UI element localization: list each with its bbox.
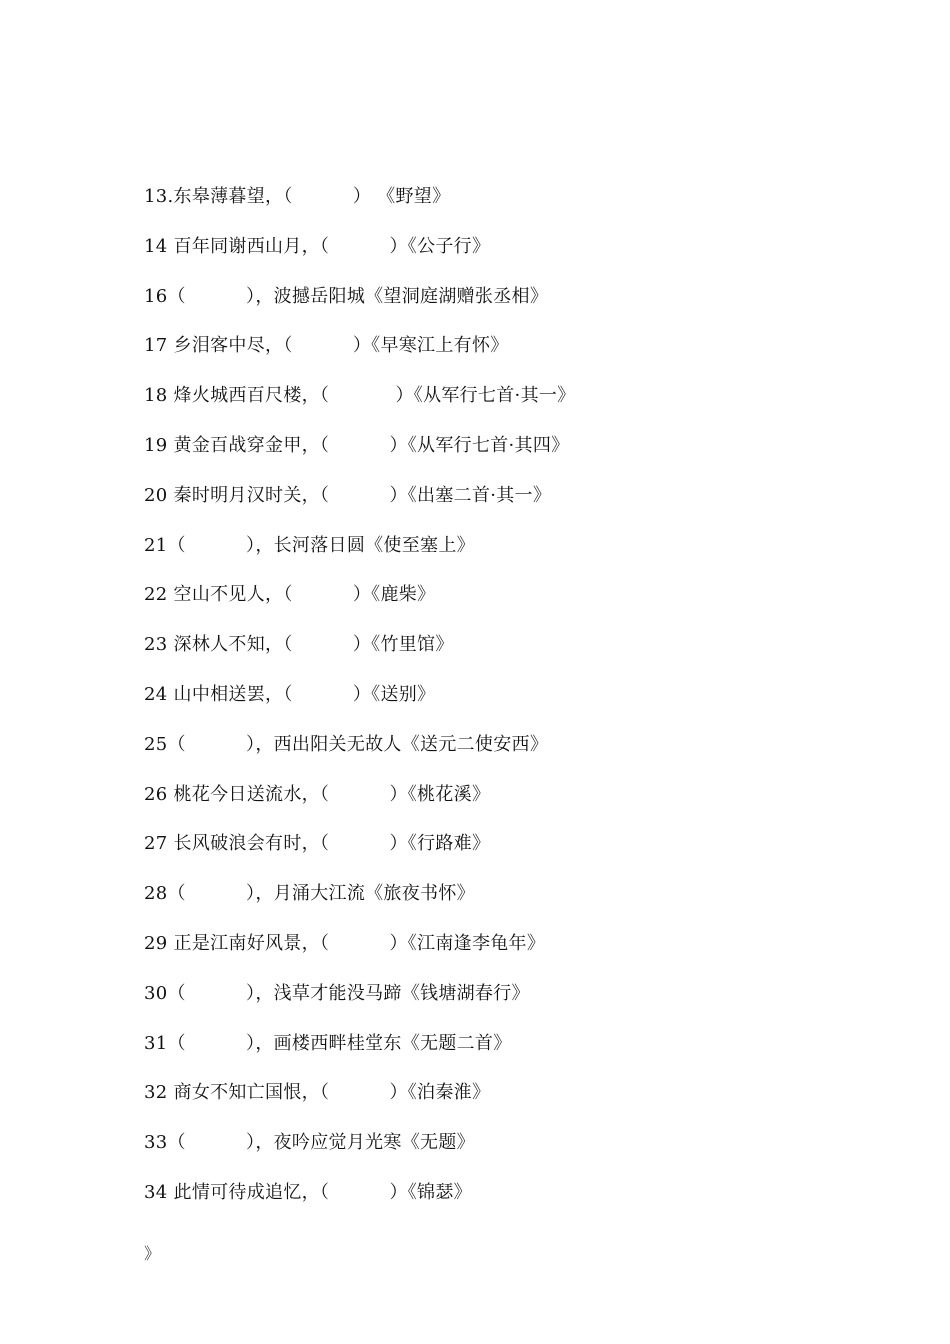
poem-fill-in-list (144, 183, 575, 1229)
question-line: 19 黄金百战穿金甲，（ ）《从军行七首·其四》 (144, 434, 570, 456)
question-line: 16（ ），波撼岳阳城《望洞庭湖赠张丞相》 (144, 285, 549, 307)
question-line: 30（ ），浅草才能没马蹄《钱塘湖春行》 (144, 982, 530, 1004)
question-line: 32 商女不知亡国恨，（ ）《泊秦淮》 (144, 1082, 491, 1104)
question-line: 34 此情可待成追忆，（ ）《锦瑟》 (144, 1181, 472, 1203)
question-line: 23 深林人不知，（ ）《竹里馆》 (144, 634, 454, 656)
question-line: 14 百年同谢西山月，（ ）《公子行》 (144, 235, 491, 257)
question-line: 31（ ），画楼西畔桂堂东《无题二首》 (144, 1032, 512, 1054)
question-line: 33（ ），夜吟应觉月光寒《无题》 (144, 1132, 475, 1154)
trailing-mark: 》 (144, 1244, 161, 1263)
question-line: 20 秦时明月汉时关，（ ）《出塞二首·其一》 (144, 484, 552, 506)
question-line: 21（ ），长河落日圆《使至塞上》 (144, 534, 475, 556)
question-line: 28（ ），月涌大江流《旅夜书怀》 (144, 883, 475, 905)
question-line: 17 乡泪客中尽，（ ）《早寒江上有怀》 (144, 335, 509, 357)
question-line: 26 桃花今日送流水，（ ）《桃花溪》 (144, 783, 491, 805)
question-line: 29 正是江南好风景，（ ）《江南逢李龟年》 (144, 932, 546, 954)
question-line: 18 烽火城西百尺楼，（ ）《从军行七首·其一》 (144, 385, 576, 407)
question-line: 25（ ），西出阳关无故人《送元二使安西》 (144, 733, 549, 755)
question-line: 13.东皋薄暮望，（ ） 《野望》 (144, 186, 451, 207)
question-line: 27 长风破浪会有时，（ ）《行路难》 (144, 833, 491, 855)
question-line: 22 空山不见人，（ ）《鹿柴》 (144, 584, 436, 606)
question-line: 24 山中相送罢，（ ）《送别》 (144, 683, 436, 705)
